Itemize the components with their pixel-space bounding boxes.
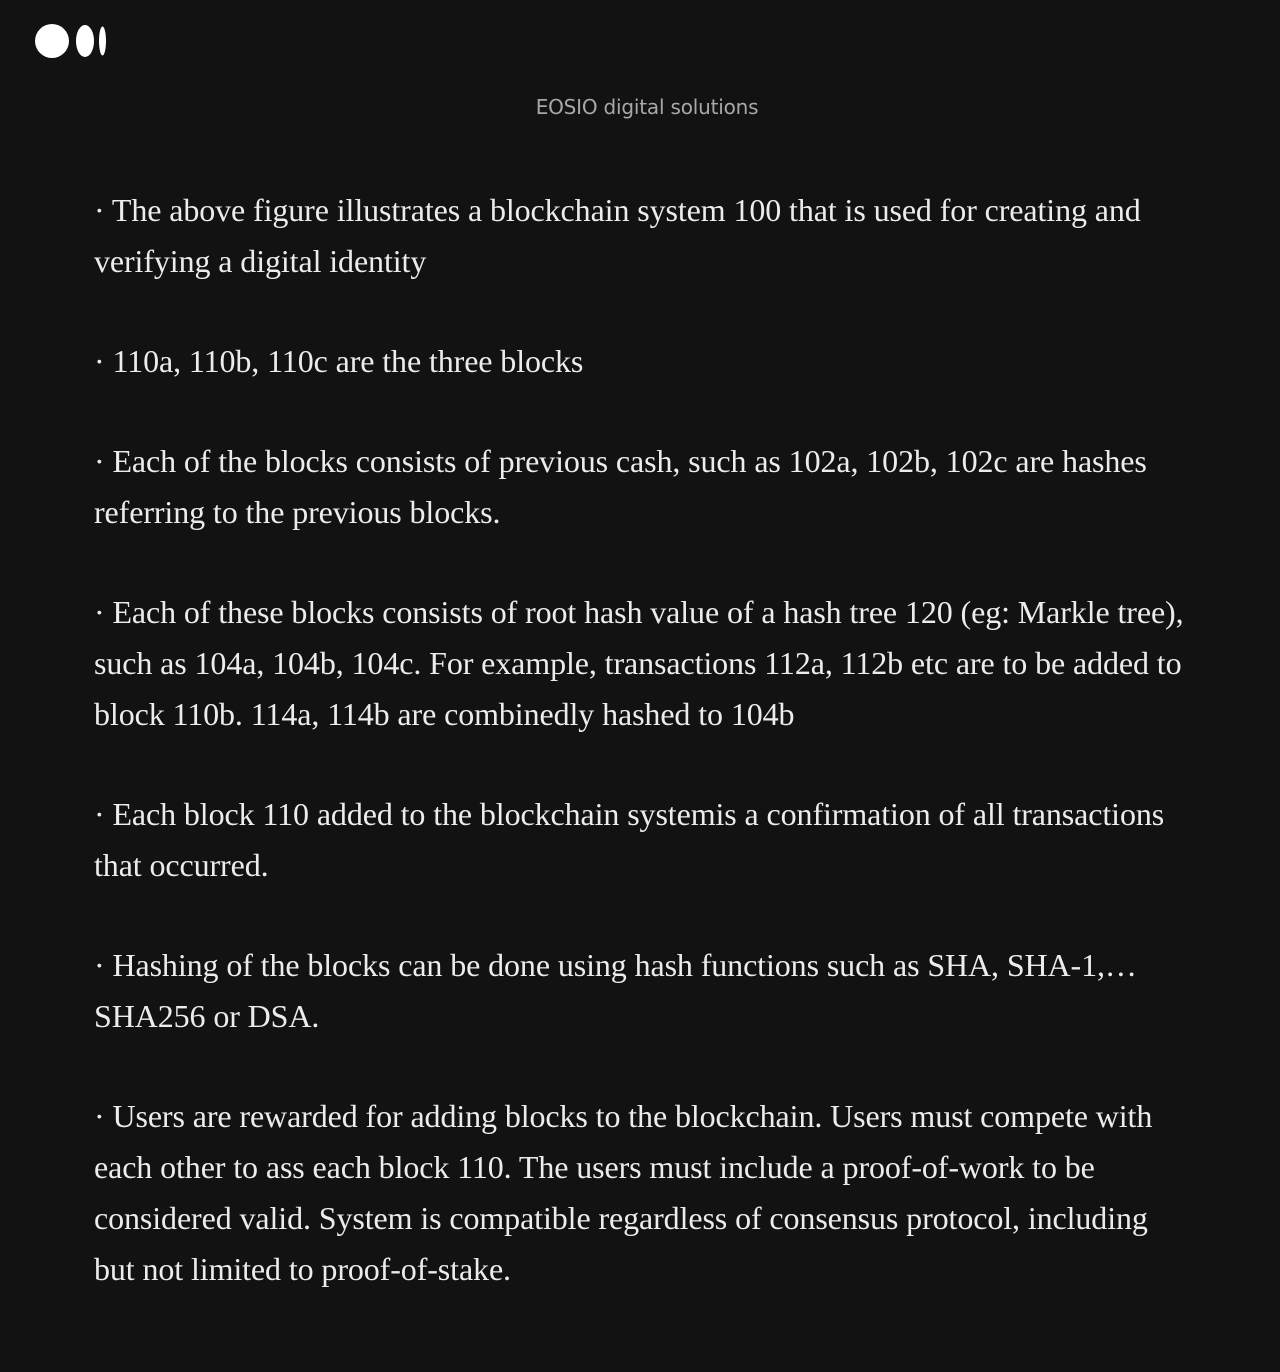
paragraph-blockchain-system: · The above figure illustrates a blockchain system 100 that is used for creating and verifying a digital identity (94, 192, 1141, 279)
paragraph-previous-hash: · Each of the blocks consists of previous cash, such as 102a, 102b, 102c are hashes referring to the previous blocks. (94, 443, 1147, 530)
medium-logo-shape (35, 23, 107, 59)
article-body (94, 185, 1194, 1344)
paragraph-confirmation: · Each block 110 added to the blockchain systemis a confirmation of all transactions that occurred. (94, 796, 1165, 883)
figure-caption: EOSIO digital solutions (535, 95, 759, 119)
medium-logo-icon[interactable] (35, 23, 107, 59)
paragraph-root-hash: · Each of these blocks consists of root hash value of a hash tree 120 (eg: Markle tree), such as 104a, 104b, 104c. For example, transactions 112a, 112b etc are to be added to block 110b. 114a, 114b are combinedly hashed to 104b (94, 594, 1184, 732)
paragraph-three-blocks: · 110a, 110b, 110c are the three blocks (94, 343, 584, 379)
paragraph-hash-functions: · Hashing of the blocks can be done using hash functions such as SHA, SHA-1,… SHA256 or DSA. (94, 947, 1137, 1034)
paragraph-rewards: · Users are rewarded for adding blocks to the blockchain. Users must compete with each other to ass each block 110. The users must include a proof-of-work to be considered valid. System is compatible regardless of consensus protocol, including but not limited to proof-of-stake. (94, 1098, 1153, 1287)
